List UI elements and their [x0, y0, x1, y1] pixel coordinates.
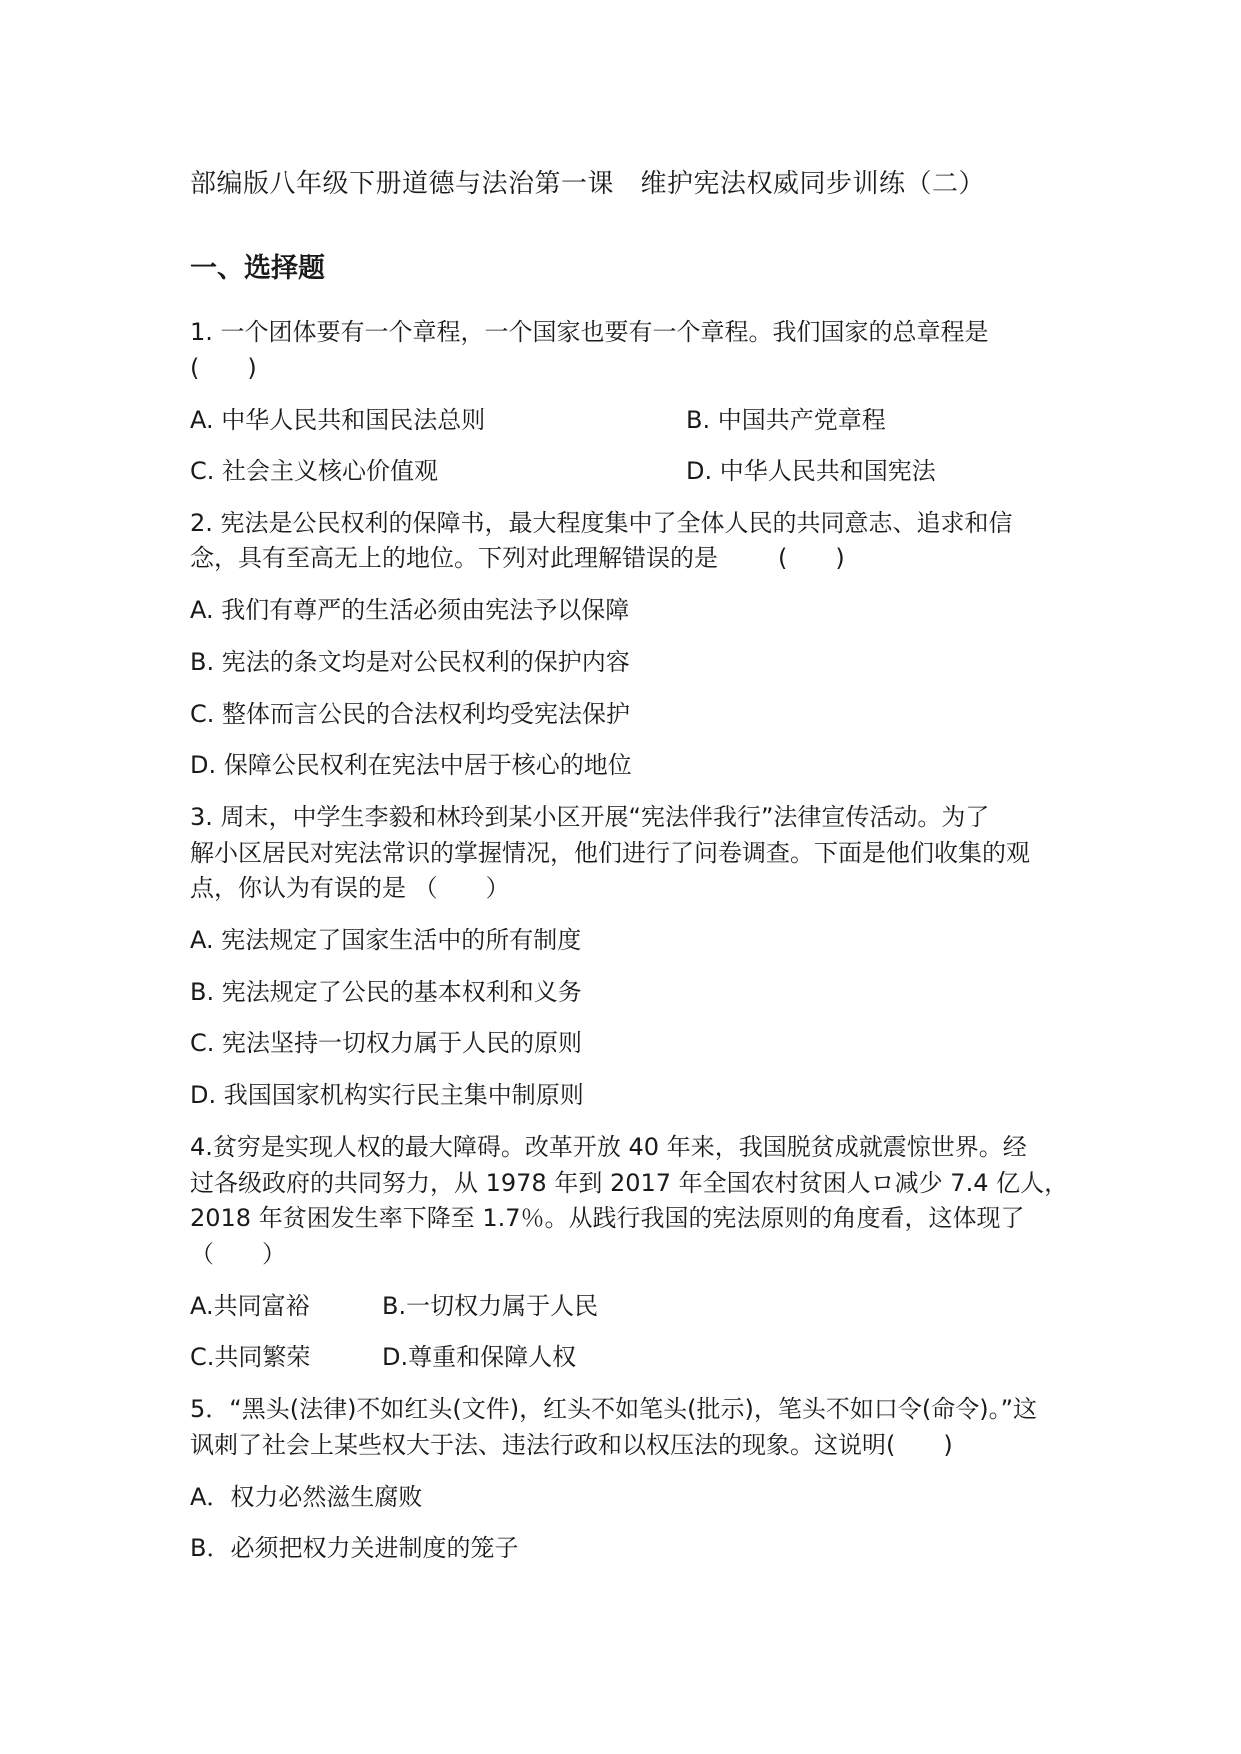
question-1-option-c: C. 社会主义核心价值观	[190, 457, 439, 485]
question-3-option-b: B. 宪法规定了公民的基本权利和义务	[190, 978, 582, 1006]
question-5-stem-line-2: 讽刺了社会上某些权大于法、违法行政和以权压法的现象。这说明( )	[190, 1431, 953, 1459]
question-3-option-c: C. 宪法坚持一切权力属于人民的原则	[190, 1029, 583, 1057]
document-title: 部编版八年级下册道德与法治第一课 维护宪法权威同步训练（二）	[190, 169, 986, 199]
question-2-stem-line-1: 2. 宪法是公民权利的保障书，最大程度集中了全体人民的共同意志、追求和信	[190, 509, 1013, 537]
question-4-stem-line-4: （ ）	[190, 1240, 286, 1268]
question-2-option-b: B. 宪法的条文均是对公民权利的保护内容	[190, 648, 630, 676]
question-4-stem-line-3: 2018 年贫困发生率下降至 1.7％。从践行我国的宪法原则的角度看，这体现了	[190, 1204, 1025, 1232]
question-3-stem-line-2: 解小区居民对宪法常识的掌握情况，他们进行了问卷调查。下面是他们收集的观	[190, 839, 1030, 867]
question-1-option-a: A. 中华人民共和国民法总则	[190, 406, 486, 434]
question-1-option-d: D. 中华人民共和国宪法	[686, 457, 936, 485]
question-4-stem-line-2: 过各级政府的共同努力，从 1978 年到 2017 年全国农村贫困人ロ减少 7.4 亿人，	[190, 1169, 1069, 1197]
question-3-stem-line-3: 点，你认为有误的是 （ ）	[190, 874, 510, 902]
question-5-option-b: B．必须把权力关进制度的笼子	[190, 1534, 519, 1562]
question-2-option-d: D. 保障公民权利在宪法中居于核心的地位	[190, 751, 632, 779]
question-5-option-a: A．权力必然滋生腐败	[190, 1483, 423, 1511]
question-1-stem-line-2: ( )	[190, 354, 257, 382]
question-2-option-a: A. 我们有尊严的生活必须由宪法予以保障	[190, 596, 630, 624]
question-2-answer-blank: ( )	[778, 544, 845, 572]
question-4-option-b: B.一切权力属于人民	[382, 1292, 599, 1320]
question-2-stem-text: 念，具有至高无上的地位。下列对此理解错误的是	[190, 544, 718, 572]
question-2-stem-line-2	[190, 546, 845, 570]
question-4-option-d: D.尊重和保障人权	[382, 1343, 577, 1371]
question-4-option-a: A.共同富裕	[190, 1292, 310, 1320]
question-1-stem-line-1: 1. 一个团体要有一个章程，一个国家也要有一个章程。我们国家的总章程是	[190, 318, 989, 346]
section-heading: 一、选择题	[190, 253, 325, 284]
question-3-option-a: A. 宪法规定了国家生活中的所有制度	[190, 926, 582, 954]
question-5-stem-line-1: 5．“黑头(法律)不如红头(文件)，红头不如笔头(批示)，笔头不如口令(命令)。”这	[190, 1395, 1038, 1423]
question-4-stem-line-1: 4.贫穷是实现人权的最大障碍。改革开放 40 年来，我国脱贫成就震惊世界。经	[190, 1133, 1027, 1161]
question-3-stem-line-1: 3. 周末，中学生李毅和林玲到某小区开展“宪法伴我行”法律宣传活动。为了	[190, 803, 990, 831]
question-3-option-d: D. 我国国家机构实行民主集中制原则	[190, 1081, 584, 1109]
question-4-option-c: C.共同繁荣	[190, 1343, 311, 1371]
question-2-option-c: C. 整体而言公民的合法权利均受宪法保护	[190, 700, 631, 728]
question-1-option-b: B. 中国共产党章程	[686, 406, 886, 434]
